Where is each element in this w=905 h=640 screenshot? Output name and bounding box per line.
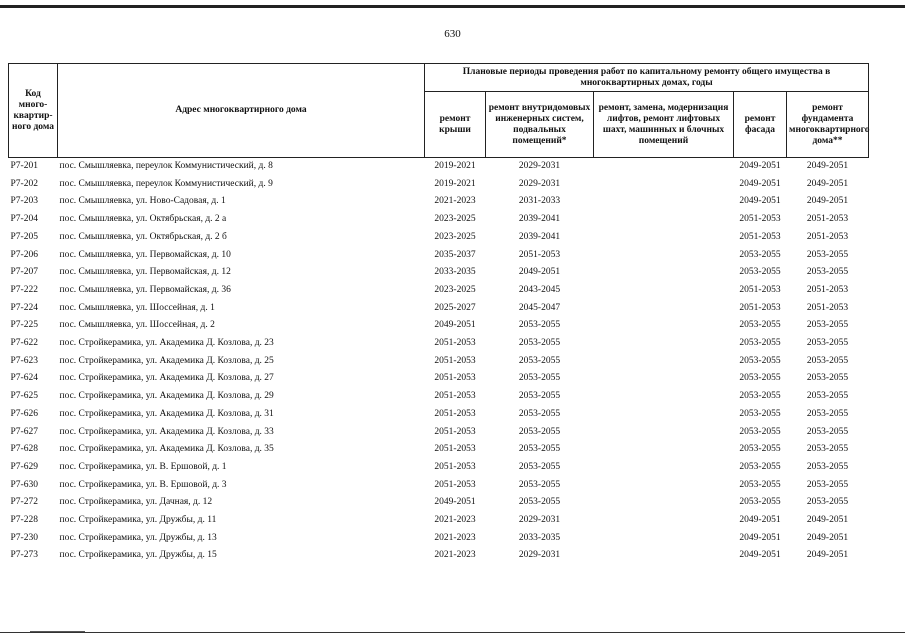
cell-lifts: [594, 247, 734, 265]
cell-code: Р7-623: [10, 355, 38, 366]
table-row: [9, 193, 869, 211]
table-row: [9, 494, 869, 512]
cell-foundation: 2049-2051: [787, 158, 869, 176]
cell-code: Р7-201: [9, 158, 58, 176]
table-row: [9, 406, 869, 424]
cell-code: Р7-230: [10, 532, 38, 543]
cell-code: Р7-629: [10, 461, 38, 472]
table-body: [9, 158, 869, 566]
cell-facade: 2049-2051: [739, 550, 781, 561]
cell-foundation: 2049-2051: [806, 196, 849, 207]
cell-facade: 2051-2053: [739, 284, 781, 295]
cell-lifts: [594, 441, 734, 459]
cell-foundation: 2049-2051: [806, 532, 849, 543]
header-foundation: ремонт фундамента многоквартирного дома**: [787, 92, 869, 158]
cell-foundation: 2049-2051: [806, 178, 849, 189]
cell-code: Р7-204: [10, 214, 38, 225]
cell-facade: 2049-2051: [734, 158, 787, 176]
table-row: [9, 459, 869, 477]
header-facade: ремонт фасада: [734, 92, 787, 158]
cell-address: пос. Смышляевка, переулок Коммунистический, д. 9: [59, 178, 273, 189]
cell-roof: 2019-2021: [425, 158, 486, 176]
cell-code: Р7-626: [10, 408, 38, 419]
cell-roof: 2021-2023: [434, 532, 476, 543]
cell-lifts: [594, 530, 734, 548]
cell-code: Р7-225: [10, 320, 38, 331]
cell-lifts: [594, 176, 734, 194]
cell-facade: 2049-2051: [739, 532, 781, 543]
cell-address: пос. Смышляевка, переулок Коммунистический, д. 8: [58, 158, 425, 176]
cell-roof: 2051-2053: [434, 373, 476, 384]
cell-roof: 2025-2027: [434, 302, 476, 313]
cell-foundation: 2053-2055: [806, 479, 849, 490]
cell-address: пос. Стройкерамика, ул. Академика Д. Козлова, д. 27: [59, 373, 274, 384]
cell-foundation: 2053-2055: [806, 408, 849, 419]
cell-code: Р7-222: [10, 284, 38, 295]
cell-systems: 2053-2055: [518, 391, 561, 402]
table-row: [9, 247, 869, 265]
page-number: 630: [444, 28, 461, 40]
top-rule: [0, 5, 905, 8]
cell-address: пос. Стройкерамика, ул. Академика Д. Козлова, д. 23: [59, 338, 274, 349]
cell-facade: 2049-2051: [739, 196, 781, 207]
cell-roof: 2051-2053: [434, 355, 476, 366]
capital-repair-table: [8, 63, 869, 565]
cell-address: пос. Смышляевка, ул. Ново-Садовая, д. 1: [59, 196, 226, 207]
cell-facade: 2053-2055: [739, 497, 781, 508]
cell-roof: 2021-2023: [434, 196, 476, 207]
cell-foundation: 2053-2055: [806, 497, 849, 508]
cell-systems: 2029-2031: [518, 178, 561, 189]
table-row: [9, 547, 869, 565]
cell-roof: 2021-2023: [434, 515, 476, 526]
cell-lifts: [594, 388, 734, 406]
header-address: Адрес многоквартирного дома: [58, 64, 425, 158]
cell-facade: 2053-2055: [739, 426, 781, 437]
cell-facade: 2053-2055: [739, 355, 781, 366]
table-row: [9, 512, 869, 530]
cell-roof: 2051-2053: [434, 408, 476, 419]
cell-lifts: [594, 264, 734, 282]
cell-address: пос. Стройкерамика, ул. Дружбы, д. 15: [59, 550, 217, 561]
cell-roof: 2023-2025: [434, 214, 476, 225]
table-row: [9, 353, 869, 371]
table-row: [9, 282, 869, 300]
cell-roof: 2051-2053: [434, 338, 476, 349]
cell-roof: 2051-2053: [434, 444, 476, 455]
cell-code: Р7-203: [10, 196, 38, 207]
footnote-separator: [30, 631, 85, 632]
cell-facade: 2053-2055: [739, 338, 781, 349]
cell-address: пос. Смышляевка, ул. Октябрьская, д. 2 б: [59, 231, 227, 242]
table-row: [9, 477, 869, 495]
cell-roof: 2023-2025: [434, 231, 476, 242]
cell-code: Р7-272: [10, 497, 38, 508]
cell-roof: 2051-2053: [434, 461, 476, 472]
cell-systems: 2049-2051: [518, 267, 561, 278]
cell-foundation: 2051-2053: [806, 302, 849, 313]
cell-systems: 2029-2031: [486, 158, 594, 176]
table-row: [9, 441, 869, 459]
table-row: [9, 335, 869, 353]
cell-address: пос. Смышляевка, ул. Октябрьская, д. 2 а: [59, 214, 227, 225]
cell-systems: 2043-2045: [518, 284, 561, 295]
cell-code: Р7-622: [10, 338, 38, 349]
cell-systems: 2053-2055: [518, 461, 561, 472]
cell-facade: 2053-2055: [739, 479, 781, 490]
cell-foundation: 2049-2051: [806, 515, 849, 526]
cell-systems: 2053-2055: [518, 497, 561, 508]
cell-foundation: 2053-2055: [806, 320, 849, 331]
cell-facade: 2051-2053: [739, 231, 781, 242]
table-row: [9, 530, 869, 548]
header-systems: ремонт внутридомовых инженерных систем, подвальных помещений*: [486, 92, 594, 158]
cell-lifts: [594, 406, 734, 424]
cell-facade: 2049-2051: [739, 178, 781, 189]
cell-roof: 2051-2053: [434, 426, 476, 437]
cell-address: пос. Стройкерамика, ул. В. Ершовой, д. 3: [59, 479, 227, 490]
cell-systems: 2053-2055: [518, 408, 561, 419]
cell-facade: 2051-2053: [739, 214, 781, 225]
header-roof: ремонт крыши: [425, 92, 486, 158]
cell-address: пос. Стройкерамика, ул. Академика Д. Козлова, д. 35: [59, 444, 274, 455]
cell-code: Р7-624: [10, 373, 38, 384]
cell-roof: 2033-2035: [434, 267, 476, 278]
cell-facade: 2053-2055: [739, 444, 781, 455]
cell-code: Р7-625: [10, 391, 38, 402]
cell-systems: 2053-2055: [518, 479, 561, 490]
cell-foundation: 2053-2055: [806, 373, 849, 384]
cell-facade: 2049-2051: [739, 515, 781, 526]
cell-address: пос. Смышляевка, ул. Первомайская, д. 36: [59, 284, 231, 295]
cell-facade: 2053-2055: [739, 408, 781, 419]
cell-lifts: [594, 193, 734, 211]
cell-foundation: 2049-2051: [806, 550, 849, 561]
cell-roof: 2019-2021: [434, 178, 476, 189]
cell-systems: 2029-2031: [518, 550, 561, 561]
cell-foundation: 2051-2053: [806, 231, 849, 242]
cell-code: Р7-202: [10, 178, 38, 189]
cell-address: пос. Стройкерамика, ул. Дружбы, д. 11: [59, 515, 217, 526]
cell-address: пос. Стройкерамика, ул. Дружбы, д. 13: [59, 532, 217, 543]
cell-foundation: 2053-2055: [806, 355, 849, 366]
cell-foundation: 2053-2055: [806, 461, 849, 472]
cell-lifts: [594, 229, 734, 247]
cell-lifts: [594, 494, 734, 512]
cell-code: Р7-206: [10, 249, 38, 260]
table-row: [9, 211, 869, 229]
cell-systems: 2053-2055: [518, 444, 561, 455]
cell-roof: 2051-2053: [434, 391, 476, 402]
cell-facade: 2051-2053: [739, 302, 781, 313]
cell-address: пос. Стройкерамика, ул. Академика Д. Козлова, д. 33: [59, 426, 274, 437]
cell-systems: 2039-2041: [518, 214, 561, 225]
cell-lifts: [594, 370, 734, 388]
cell-roof: 2049-2051: [434, 497, 476, 508]
cell-lifts: [594, 424, 734, 442]
cell-foundation: 2053-2055: [806, 391, 849, 402]
cell-lifts: [594, 282, 734, 300]
cell-lifts: [594, 211, 734, 229]
cell-address: пос. Смышляевка, ул. Шоссейная, д. 1: [59, 302, 215, 313]
cell-lifts: [594, 477, 734, 495]
table-row: [9, 229, 869, 247]
cell-address: пос. Стройкерамика, ул. Академика Д. Козлова, д. 29: [59, 391, 274, 402]
cell-code: Р7-628: [10, 444, 38, 455]
cell-facade: 2053-2055: [739, 373, 781, 384]
table-row: [9, 176, 869, 194]
cell-roof: 2035-2037: [434, 249, 476, 260]
cell-code: Р7-630: [10, 479, 38, 490]
cell-foundation: 2053-2055: [806, 426, 849, 437]
cell-lifts: [594, 547, 734, 565]
cell-code: Р7-207: [10, 267, 38, 278]
cell-code: Р7-273: [10, 550, 38, 561]
cell-address: пос. Смышляевка, ул. Первомайская, д. 12: [59, 267, 231, 278]
cell-facade: 2053-2055: [739, 267, 781, 278]
cell-code: Р7-205: [10, 231, 38, 242]
cell-address: пос. Стройкерамика, ул. Академика Д. Козлова, д. 25: [59, 355, 274, 366]
cell-systems: 2053-2055: [518, 373, 561, 384]
cell-facade: 2053-2055: [739, 320, 781, 331]
cell-facade: 2053-2055: [739, 391, 781, 402]
table-row: [9, 158, 869, 176]
table-row: [9, 424, 869, 442]
cell-roof: 2051-2053: [434, 479, 476, 490]
cell-systems: 2039-2041: [518, 231, 561, 242]
cell-foundation: 2051-2053: [806, 214, 849, 225]
cell-systems: 2031-2033: [518, 196, 561, 207]
cell-foundation: 2053-2055: [806, 267, 849, 278]
cell-systems: 2053-2055: [518, 338, 561, 349]
cell-systems: 2045-2047: [518, 302, 561, 313]
table-row: [9, 370, 869, 388]
header-lifts: ремонт, замена, модернизация лифтов, ремонт лифтовых шахт, машинных и блочных помещений: [594, 92, 734, 158]
cell-systems: 2053-2055: [518, 320, 561, 331]
cell-lifts: [594, 300, 734, 318]
cell-roof: 2049-2051: [434, 320, 476, 331]
cell-address: пос. Смышляевка, ул. Шоссейная, д. 2: [59, 320, 215, 331]
cell-facade: 2053-2055: [739, 461, 781, 472]
cell-lifts: [594, 158, 734, 176]
table-row: [9, 264, 869, 282]
cell-address: пос. Смышляевка, ул. Первомайская, д. 10: [59, 249, 231, 260]
cell-lifts: [594, 317, 734, 335]
cell-facade: 2053-2055: [739, 249, 781, 260]
cell-address: пос. Стройкерамика, ул. Дачная, д. 12: [59, 497, 213, 508]
cell-systems: 2029-2031: [518, 515, 561, 526]
cell-roof: 2021-2023: [434, 550, 476, 561]
cell-foundation: 2051-2053: [806, 284, 849, 295]
table-row: [9, 300, 869, 318]
cell-lifts: [594, 335, 734, 353]
cell-lifts: [594, 512, 734, 530]
table-row: [9, 388, 869, 406]
cell-foundation: 2053-2055: [806, 249, 849, 260]
header-code: Код много-квартир-ного дома: [9, 64, 58, 158]
table-row: [9, 317, 869, 335]
cell-foundation: 2053-2055: [806, 338, 849, 349]
cell-lifts: [594, 459, 734, 477]
cell-systems: 2051-2053: [518, 249, 561, 260]
cell-roof: 2023-2025: [434, 284, 476, 295]
cell-systems: 2053-2055: [518, 355, 561, 366]
cell-address: пос. Стройкерамика, ул. В. Ершовой, д. 1: [59, 461, 227, 472]
header-planned-periods: Плановые периоды проведения работ по капитальному ремонту общего имущества в многоквартирных домах, годы: [425, 64, 869, 92]
cell-lifts: [594, 353, 734, 371]
bottom-rule: [0, 632, 905, 633]
cell-systems: 2053-2055: [518, 426, 561, 437]
cell-code: Р7-627: [10, 426, 38, 437]
cell-address: пос. Стройкерамика, ул. Академика Д. Козлова, д. 31: [59, 408, 274, 419]
cell-foundation: 2053-2055: [806, 444, 849, 455]
cell-code: Р7-224: [10, 302, 38, 313]
cell-systems: 2033-2035: [518, 532, 561, 543]
cell-code: Р7-228: [10, 515, 38, 526]
